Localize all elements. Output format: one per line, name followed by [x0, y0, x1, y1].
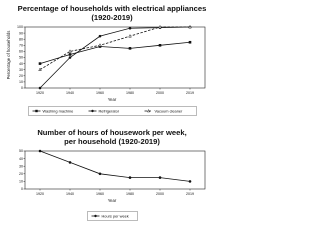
chart2-title: Number of hours of housework per week,: [37, 128, 187, 137]
chart1-x-tick-label: 1960: [96, 91, 104, 95]
chart2-y-tick-label: 10: [19, 179, 23, 184]
chart1-y-tick-label: 70: [19, 43, 23, 48]
hours-per-week-data-point: [129, 176, 132, 179]
washing-machine-data-point: [39, 62, 42, 65]
chart1-legend: [29, 107, 197, 116]
chart1-x-tick-label: 2019: [186, 91, 194, 95]
vacuum-cleaner-data-point: [39, 68, 42, 71]
vacuum-cleaner-data-point: [69, 50, 72, 53]
chart1-y-tick-label: 80: [19, 37, 23, 42]
chart2-y-tick-label: 50: [19, 149, 23, 154]
chart2-x-tick-label: 2000: [156, 192, 164, 196]
chart2-y-tick-label: 0: [21, 187, 23, 192]
hours-per-week-legend-label: Hours per week: [101, 213, 129, 219]
washing-machine-legend-label: Washing machine: [42, 108, 74, 114]
chart2-x-axis-label: Year: [107, 198, 117, 203]
chart2-legend: [88, 212, 138, 221]
appliances-chart: [6, 4, 206, 116]
chart1-x-axis-label: Year: [107, 97, 117, 102]
chart2-y-tick-label: 30: [19, 164, 23, 169]
chart2-x-tick-label: 1920: [36, 192, 44, 196]
vacuum-cleaner-series-line: [40, 27, 190, 70]
chart1-plot-frame: [25, 27, 205, 88]
chart2-x-tick-label: 2019: [186, 192, 194, 196]
refrigerator-data-point: [129, 27, 132, 30]
chart1-x-tick-label: 1980: [126, 91, 134, 95]
hours-per-week-data-point: [99, 173, 102, 176]
chart1-x-tick-label: 1940: [66, 91, 74, 95]
chart1-x-tick-label: 1920: [36, 91, 44, 95]
chart2-x-tick-label: 1940: [66, 192, 74, 196]
hours-per-week-series-line: [40, 151, 190, 181]
chart1-y-tick-label: 10: [19, 80, 23, 85]
refrigerator-series-line: [40, 27, 190, 88]
chart1-series: [39, 25, 192, 89]
refrigerator-legend-marker: [91, 110, 93, 112]
vacuum-cleaner-data-point: [159, 25, 162, 28]
chart1-title: Percentage of households with electrical appliances: [17, 4, 207, 13]
vacuum-cleaner-data-point: [189, 25, 192, 28]
chart1-y-tick-label: 20: [19, 74, 23, 78]
chart1-y-tick-label: 50: [19, 55, 23, 60]
vacuum-cleaner-data-point: [99, 44, 102, 47]
refrigerator-data-point: [69, 56, 72, 59]
chart2-y-tick-label: 40: [19, 156, 23, 161]
washing-machine-series-line: [40, 42, 190, 63]
refrigerator-data-point: [39, 87, 42, 90]
washing-machine-legend-marker: [35, 110, 37, 112]
vacuum-cleaner-legend-label: Vacuum cleaner: [154, 108, 183, 114]
vacuum-cleaner-data-point: [129, 35, 132, 38]
hours-per-week-data-point: [159, 176, 162, 179]
chart1-x-tick-label: 2000: [156, 91, 164, 95]
chart2-y-tick-label: 20: [19, 172, 23, 176]
housework-chart: [19, 128, 205, 221]
chart1-y-tick-label: 0: [21, 86, 23, 91]
washing-machine-data-point: [129, 47, 132, 50]
chart2-x-tick-label: 1960: [96, 192, 104, 196]
washing-machine-data-point: [189, 41, 192, 44]
chart2-subtitle: per household (1920-2019): [64, 137, 160, 146]
hours-per-week-legend-marker: [94, 215, 96, 217]
chart2-axes: [19, 149, 205, 196]
refrigerator-data-point: [99, 35, 102, 38]
vacuum-cleaner-legend-marker: [147, 110, 149, 112]
chart2-x-tick-label: 1980: [126, 192, 134, 196]
chart2-plot-frame: [25, 151, 205, 189]
washing-machine-data-point: [159, 44, 162, 47]
chart2-series: [39, 150, 192, 183]
hours-per-week-data-point: [39, 150, 42, 153]
chart1-y-tick-label: 60: [19, 49, 23, 54]
chart1-y-tick-label: 90: [19, 31, 23, 36]
hours-per-week-data-point: [189, 180, 192, 183]
hours-per-week-data-point: [69, 161, 72, 164]
chart1-y-axis-label: Percentage of households: [6, 30, 11, 80]
chart1-y-tick-label: 30: [19, 67, 23, 72]
chart1-subtitle: (1920-2019): [91, 13, 133, 22]
washing-machine-data-point: [69, 53, 72, 56]
refrigerator-legend-label: Refrigerator: [98, 108, 120, 114]
chart1-y-tick-label: 40: [19, 61, 23, 66]
chart1-y-tick-label: 100: [17, 25, 23, 30]
chart1-axes: [17, 25, 205, 95]
